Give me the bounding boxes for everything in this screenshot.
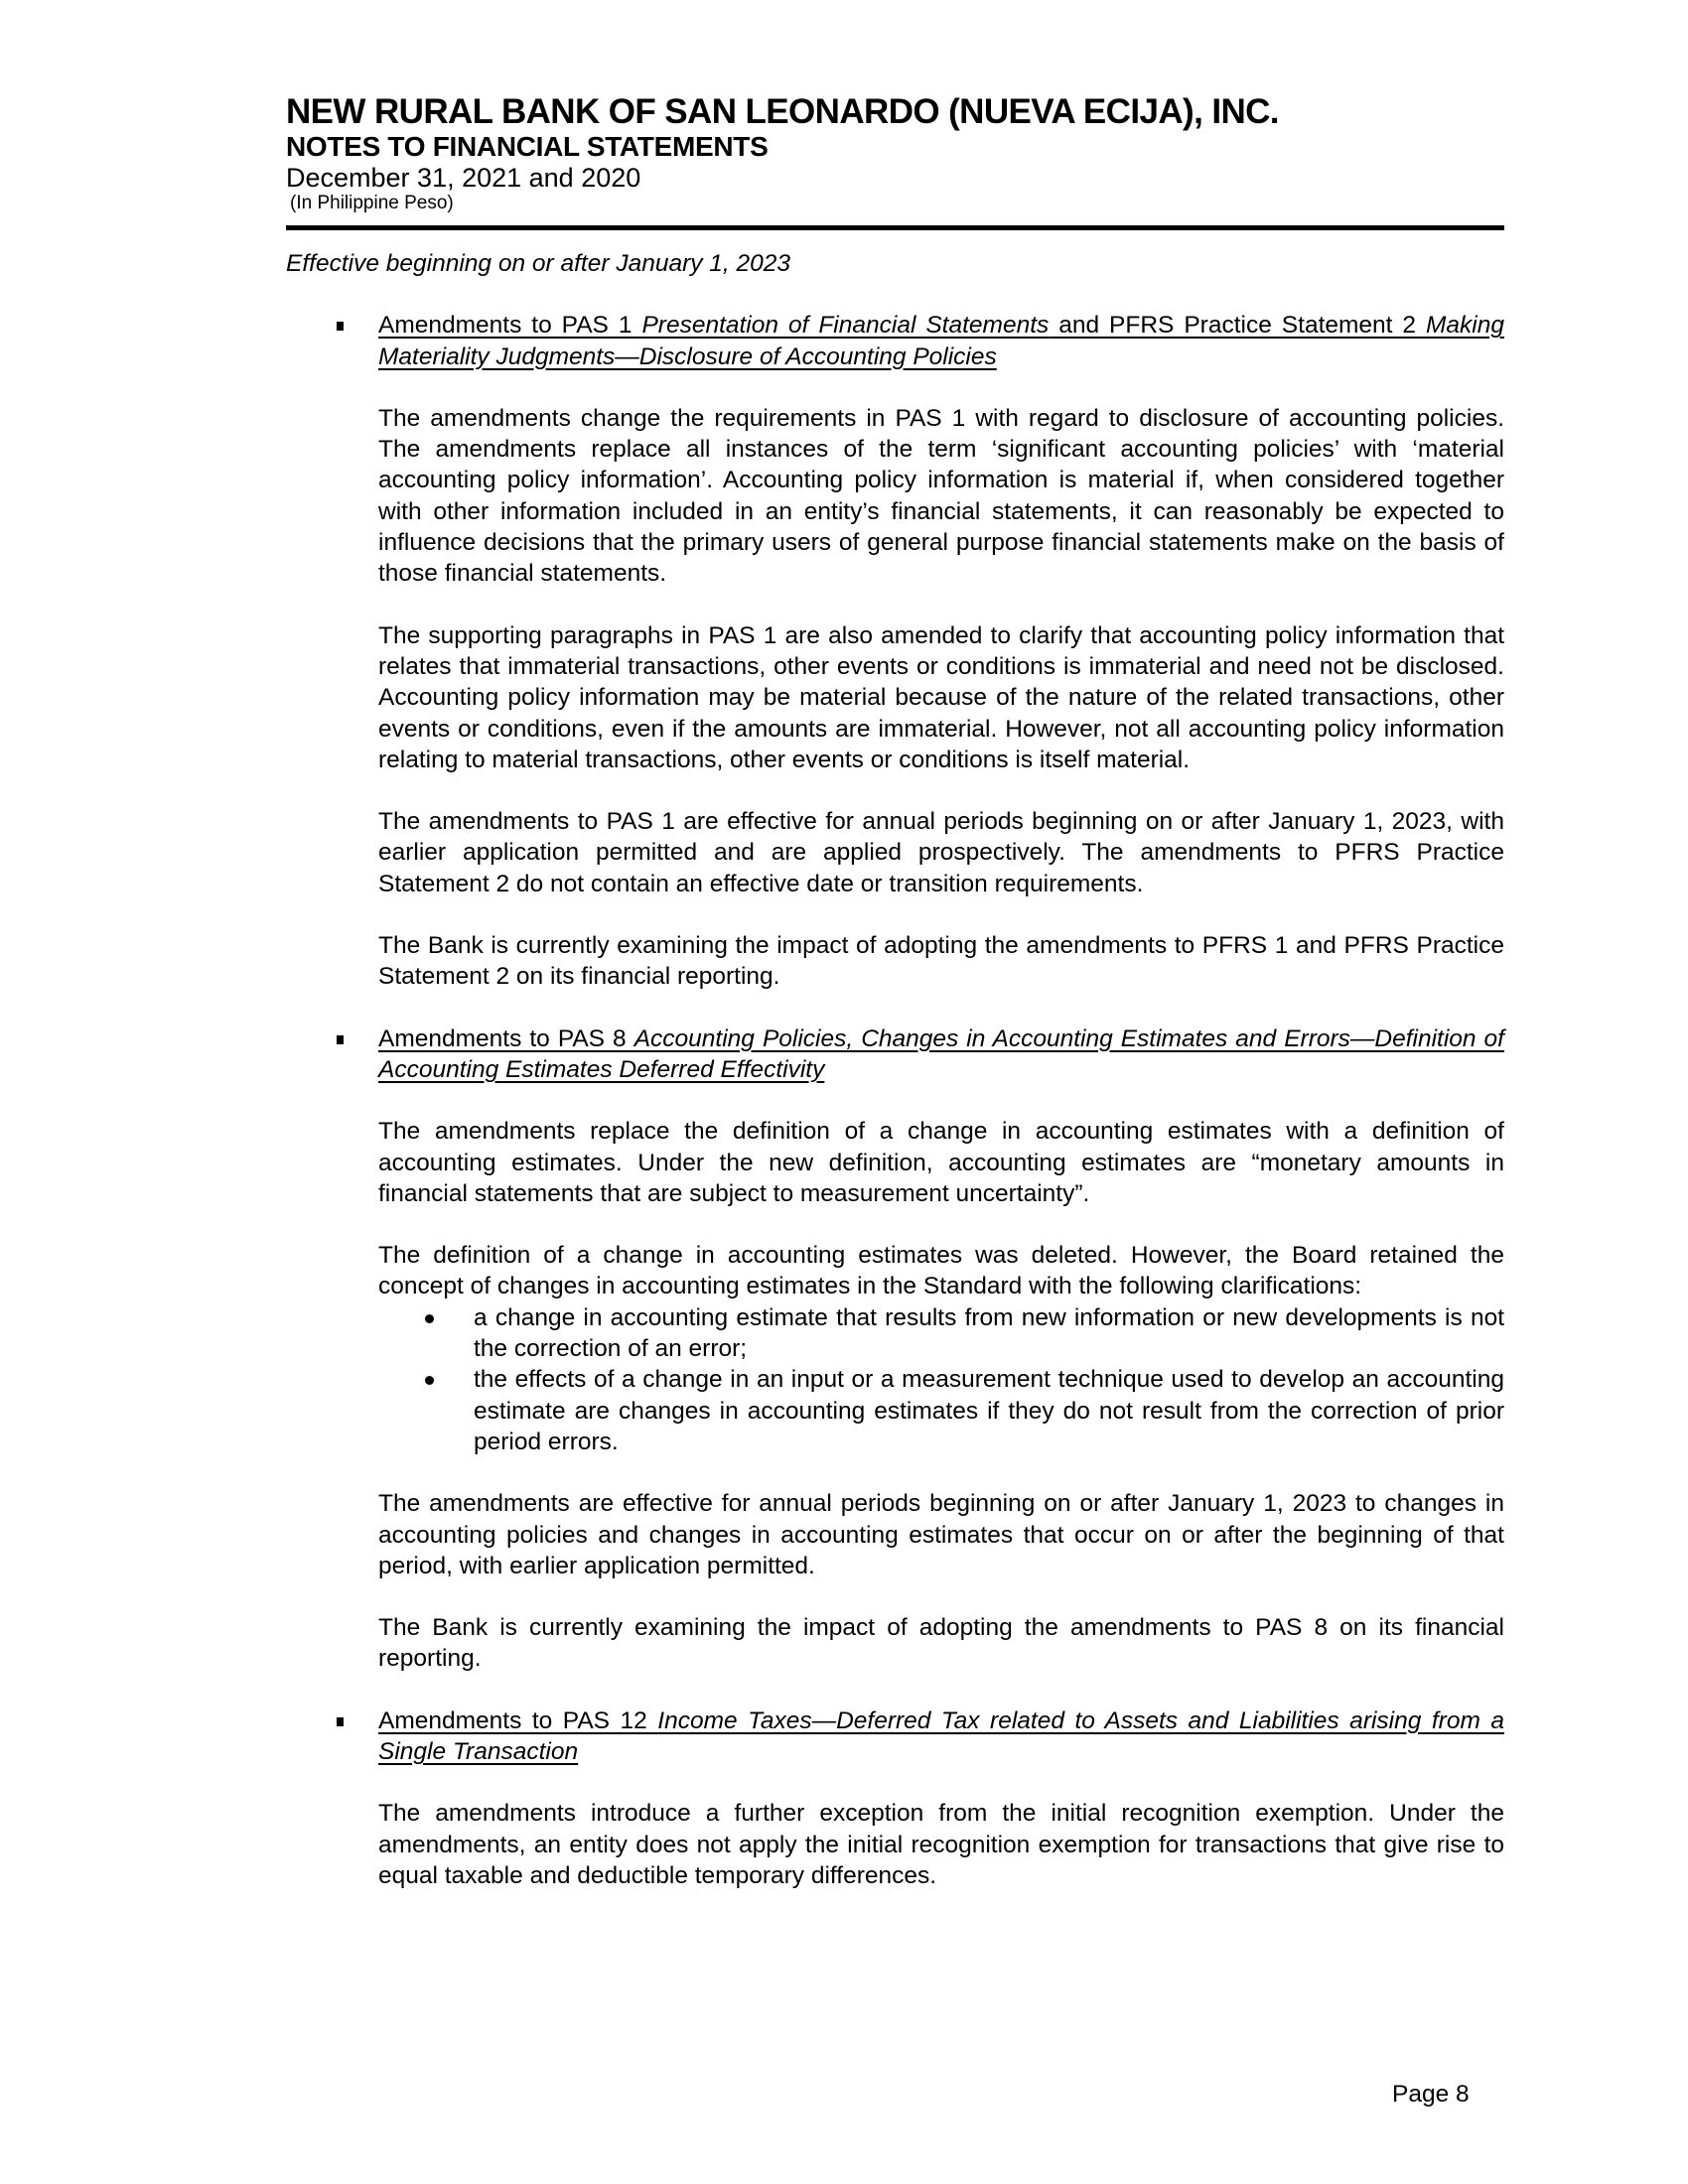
document-title: NOTES TO FINANCIAL STATEMENTS: [286, 131, 769, 162]
paragraph: The amendments to PAS 1 are effective for annual periods beginning on or after January 1, 2023, with earlier application permitted and are applied prospectively. The amendments to PFRS Practice Statement 2 do not contain an effective date or transition requirements.: [378, 808, 1504, 897]
document-header: [286, 93, 1504, 214]
clarification-text: a change in accounting estimate that results from new information or new developments is not the correction of an error;: [474, 1303, 1504, 1363]
amendment-item-pas8: [286, 1024, 1504, 1675]
amendment-item-pas1: [286, 310, 1504, 992]
page-number: Page 8: [1392, 2081, 1470, 2108]
amendment-title: [378, 1706, 1504, 1768]
paragraph: The Bank is currently examining the impact of adopting the amendments to PFRS 1 and PFRS Practice Statement 2 on its financial reporting.: [378, 932, 1504, 991]
amendment-item-pas12: [286, 1706, 1504, 1891]
title-prefix: Amendments to PAS 12: [378, 1706, 658, 1734]
clarifications-list: [378, 1302, 1504, 1457]
square-bullet-icon: [337, 1717, 344, 1726]
paragraph: The Bank is currently examining the impact of adopting the amendments to PAS 8 on its financial reporting.: [378, 1614, 1504, 1673]
title-italic: Presentation of Financial Statements: [641, 312, 1050, 340]
title-italic: Income Taxes—Deferred Tax related to Assets and Liabilities arising from a Single Transaction: [378, 1706, 1505, 1765]
clarification-item: [378, 1364, 1504, 1457]
square-bullet-icon: [337, 1035, 344, 1044]
title-italic: Accounting Policies, Changes in Accounting Estimates and Errors—Definition of Accounting Estimates Deferred Effectivity: [378, 1024, 1504, 1083]
bullet-dot-icon: [425, 1376, 434, 1385]
section-heading: Effective beginning on or after January 1, 2023: [286, 250, 791, 277]
document-body: [286, 248, 1504, 1922]
paragraph: The amendments are effective for annual periods beginning on or after January 1, 2023 to changes in accounting policies and changes in accounting estimates that occur on or after the beginning of that period, with earlier application permitted.: [378, 1490, 1504, 1579]
paragraph: The definition of a change in accounting estimates was deleted. However, the Board retained the concept of changes in accounting estimates in the Standard with the following clarifications:: [378, 1242, 1504, 1300]
amendment-title: [378, 310, 1504, 372]
header-rule: [286, 225, 1504, 230]
clarification-item: [378, 1302, 1504, 1365]
paragraph: The amendments change the requirements in PAS 1 with regard to disclosure of accounting policies. The amendments replace all instances of the term ‘significant accounting policies’ with ‘material accounting policy information’. Accounting policy information is material if, when considered together with other information included in an entity’s financial statements, it can reasonably be expected to influence decisions that the primary users of general purpose financial statements make on the basis of those financial statements.: [378, 404, 1504, 588]
clarification-text: the effects of a change in an input or a measurement technique used to develop an accounting estimate are changes in accounting estimates if they do not result from the correction of prior period errors.: [474, 1366, 1504, 1455]
title-italic: Making Materiality Judgments—Disclosure of Accounting Policies: [378, 312, 1504, 370]
title-mid: and PFRS Practice Statement 2: [1049, 312, 1427, 340]
paragraph: The supporting paragraphs in PAS 1 are also amended to clarify that accounting policy information that relates that immaterial transactions, other events or conditions is immaterial and need not be disclosed. Accounting policy information may be material because of the nature of the related transactions, other events or conditions, even if the amounts are immaterial. However, not all accounting policy information relating to material transactions, other events or conditions is itself material.: [378, 621, 1504, 773]
square-bullet-icon: [337, 322, 344, 331]
amendment-title: [378, 1024, 1504, 1086]
currency-note: (In Philippine Peso): [290, 193, 454, 213]
bullet-dot-icon: [425, 1314, 434, 1323]
reporting-period: December 31, 2021 and 2020: [286, 163, 641, 193]
paragraph: The amendments introduce a further exception from the initial recognition exemption. Under the amendments, an entity does not apply the initial recognition exemption for transactions that give rise to equal taxable and deductible temporary differences.: [378, 1800, 1504, 1889]
paragraph: The amendments replace the definition of a change in accounting estimates with a definition of accounting estimates. Under the new definition, accounting estimates are “monetary amounts in financial statements that are subject to measurement uncertainty”.: [378, 1118, 1504, 1207]
company-name: NEW RURAL BANK OF SAN LEONARDO (NUEVA ECIJA), INC.: [286, 92, 1279, 131]
title-prefix: Amendments to PAS 1: [378, 312, 642, 340]
title-prefix: Amendments to PAS 8: [378, 1024, 634, 1052]
